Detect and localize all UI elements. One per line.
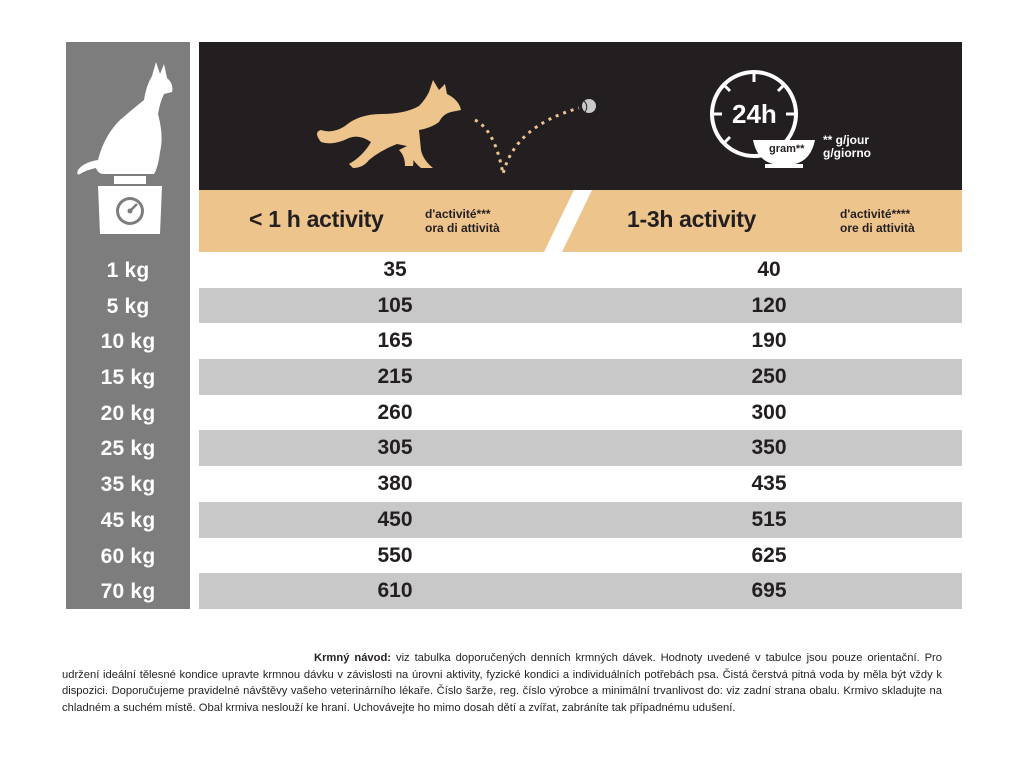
column-title: < 1 h activity bbox=[249, 206, 384, 232]
high-activity-value: 300 bbox=[751, 400, 787, 424]
high-activity-value: 435 bbox=[751, 472, 787, 496]
dog-on-scale-icon bbox=[74, 56, 182, 236]
subtitle-line: ore di attività bbox=[840, 221, 915, 235]
bowl-label: gram** bbox=[769, 143, 805, 155]
activity-header bbox=[199, 190, 962, 252]
low-activity-value: 550 bbox=[377, 543, 413, 567]
low-activity-value: 165 bbox=[377, 329, 413, 353]
column-subtitle bbox=[425, 207, 500, 235]
subtitle-line: d'activité*** bbox=[425, 207, 491, 221]
weight-label: 15 kg bbox=[100, 366, 156, 390]
table-row bbox=[199, 466, 962, 502]
high-activity-value: 695 bbox=[751, 579, 787, 603]
running-dog-icon bbox=[309, 60, 599, 180]
weight-column bbox=[66, 42, 190, 609]
clock-label: 24h bbox=[732, 99, 777, 129]
low-activity-value: 35 bbox=[383, 258, 407, 281]
table-row bbox=[199, 323, 962, 359]
column-title: 1-3h activity bbox=[627, 206, 757, 232]
weight-label: 35 kg bbox=[100, 473, 156, 497]
divider-slash bbox=[544, 190, 604, 252]
low-activity-value: 260 bbox=[377, 400, 413, 424]
table-row bbox=[199, 573, 962, 609]
table-row bbox=[199, 252, 962, 288]
unit-line: ** g/jour bbox=[823, 133, 870, 147]
high-activity-value: 250 bbox=[751, 365, 787, 389]
high-activity-value: 515 bbox=[751, 507, 787, 531]
weight-label: 25 kg bbox=[100, 437, 156, 461]
weight-label: 5 kg bbox=[106, 294, 150, 318]
table-row bbox=[199, 502, 962, 538]
weight-label: 70 kg bbox=[100, 580, 156, 604]
weight-label: 1 kg bbox=[106, 259, 150, 282]
table-row bbox=[199, 395, 962, 431]
weight-label: 60 kg bbox=[100, 544, 156, 568]
low-activity-value: 450 bbox=[377, 507, 413, 531]
low-activity-value: 215 bbox=[377, 365, 413, 389]
column-subtitle bbox=[840, 207, 915, 235]
subtitle-line: d'activité**** bbox=[840, 207, 911, 221]
weight-list bbox=[66, 253, 190, 610]
table-row bbox=[199, 288, 962, 324]
high-activity-value: 350 bbox=[751, 436, 787, 460]
high-activity-value: 40 bbox=[757, 258, 781, 281]
note-lead: Krmný návod: bbox=[314, 652, 392, 664]
header-banner bbox=[199, 42, 962, 190]
unit-label bbox=[823, 134, 871, 160]
weight-label: 20 kg bbox=[100, 401, 156, 425]
feeding-guide-note bbox=[62, 650, 942, 716]
high-activity-value: 120 bbox=[751, 293, 787, 317]
table-row bbox=[199, 538, 962, 574]
high-activity-value: 190 bbox=[751, 329, 787, 353]
note-text: viz tabulka doporučených denních krmných dávek. Hodnoty uvedené v tabulce jsou pouze orientační. Pro udržení ideální tělesné kondice upravte krmnou dávku v závislosti na úrovni aktivity, fyzické kondici a individuálních potřebách psa. Čistá čerstvá pitná voda by měla být vždy k dispozici. Doporučujeme pravidelné návštěvy vašeho veterinárního lékaře. Číslo šarže, reg. číslo výrobce a minimální trvanlivost do: viz zadní strana obalu. Krmivo skladujte na chladném a suchém místě. Obal krmiva neslouží ke hraní. Uchovávejte ho mimo dosah dětí a zvířat, zabráníte tak případnému udušení. bbox=[62, 652, 943, 714]
table-row bbox=[199, 359, 962, 395]
low-activity-value: 380 bbox=[377, 472, 413, 496]
low-activity-value: 305 bbox=[377, 436, 413, 460]
subtitle-line: ora di attività bbox=[425, 221, 500, 235]
feeding-table bbox=[199, 252, 962, 609]
high-activity-value: 625 bbox=[751, 543, 787, 567]
unit-line: g/giorno bbox=[823, 146, 871, 160]
weight-label: 10 kg bbox=[100, 330, 156, 354]
low-activity-value: 610 bbox=[377, 579, 413, 603]
table-row bbox=[199, 430, 962, 466]
weight-label: 45 kg bbox=[100, 508, 156, 532]
low-activity-value: 105 bbox=[377, 293, 413, 317]
